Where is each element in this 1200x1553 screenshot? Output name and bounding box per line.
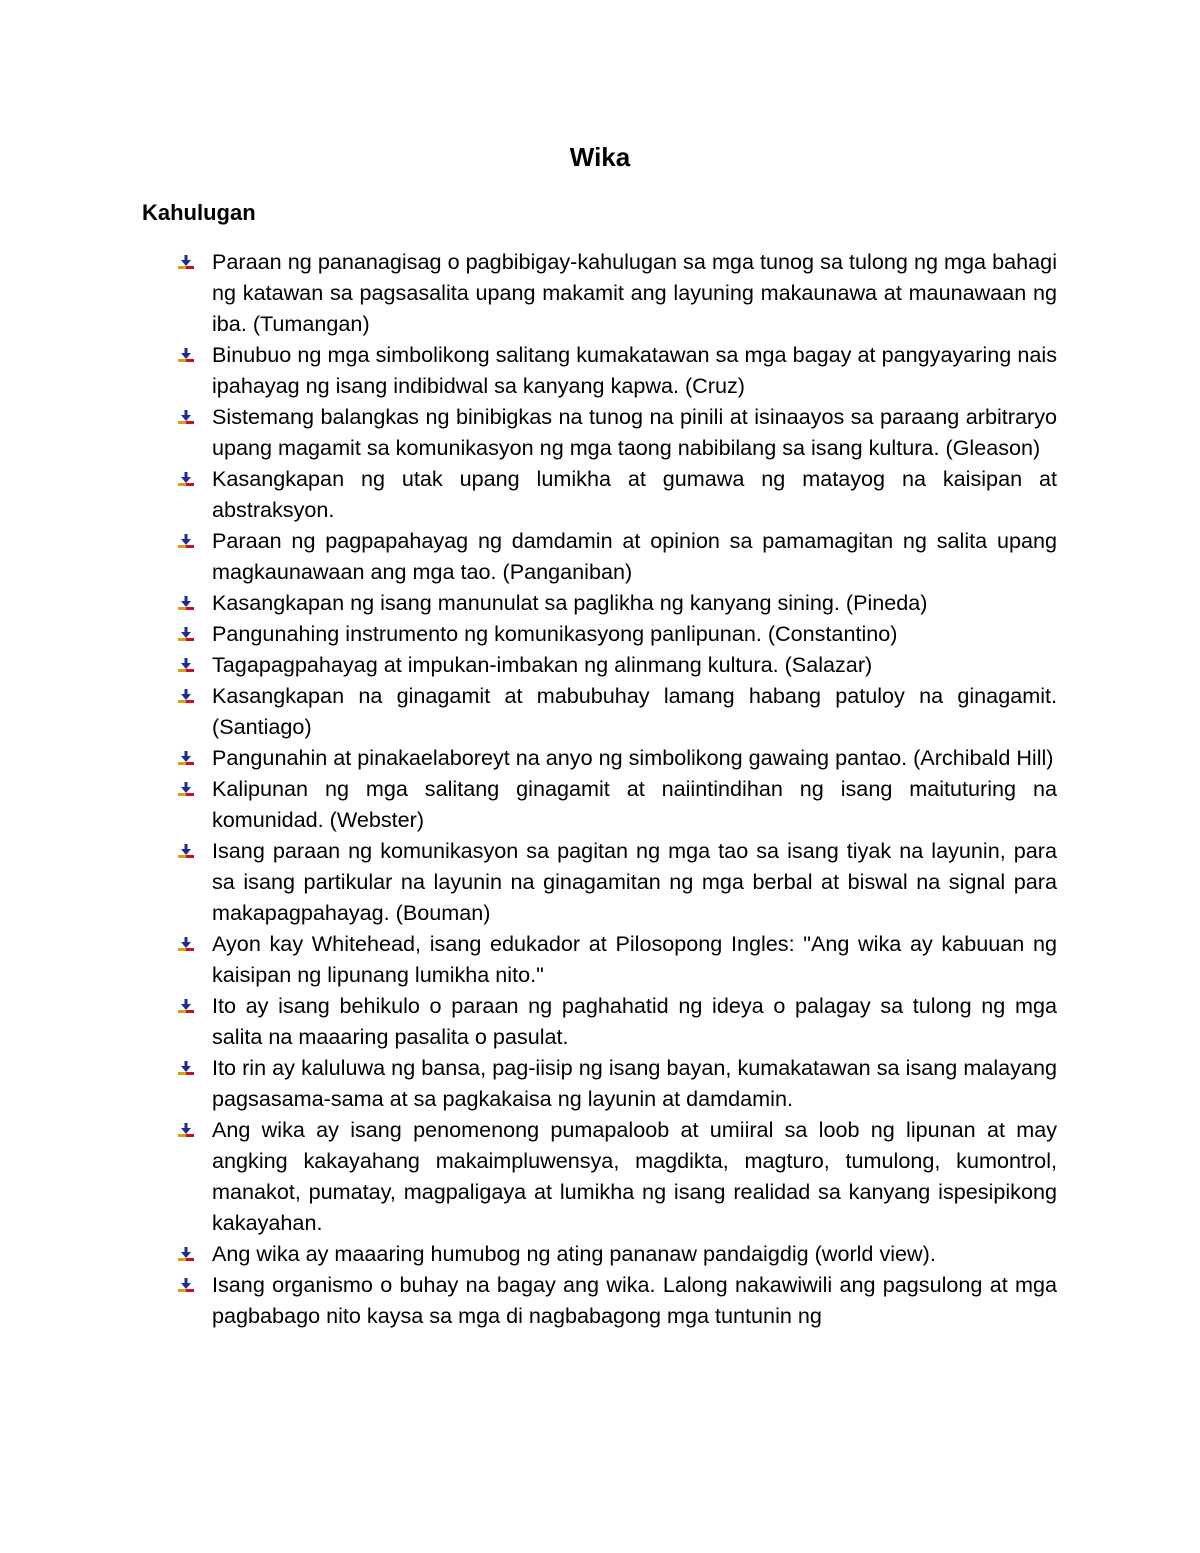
list-item (0, 773, 1057, 835)
list-item-text: Tagapagpahayag at impukan-imbakan ng alinmang kultura. (Salazar) (212, 652, 873, 677)
arrow-down-bullet-icon (178, 689, 194, 703)
list-item-text: Sistemang balangkas ng binibigkas na tunog na pinili at isinaayos sa paraang arbitraryo upang magamit sa komunikasyon ng mga taong nabibilang sa isang kultura. (Gleason) (212, 404, 1057, 460)
arrow-down-bullet-icon (178, 844, 194, 858)
list-item-text: Ang wika ay maaaring humubog ng ating pananaw pandaigdig (world view). (212, 1241, 936, 1266)
list-item (0, 835, 1057, 928)
list-item-text: Paraan ng pagpapahayag ng damdamin at opinion sa pamamagitan ng salita upang magkaunawaan ang mga tao. (Panganiban) (212, 528, 1057, 584)
arrow-down-bullet-icon (178, 627, 194, 641)
list-item-text: Ayon kay Whitehead, isang edukador at Pilosopong Ingles: "Ang wika ay kabuuan ng kaisipan ng lipunang lumikha nito." (212, 931, 1057, 987)
list-item (0, 990, 1057, 1052)
list-item (0, 649, 1057, 680)
list-item-text: Ang wika ay isang penomenong pumapaloob at umiiral sa loob ng lipunan at may angking kakayahang makaimpluwensya, magdikta, magturo, tumulong, kumontrol, manakot, pumatay, magpaligaya at lumikha ng isang realidad sa kanyang ispesipikong kakayahan. (212, 1117, 1057, 1235)
section-heading: Kahulugan (142, 200, 256, 225)
arrow-down-bullet-icon (178, 348, 194, 362)
list-item-text: Binubuo ng mga simbolikong salitang kumakatawan sa mga bagay at pangyayaring nais ipahayag ng isang indibidwal sa kanyang kapwa. (Cruz) (212, 342, 1057, 398)
list-item-text: Pangunahing instrumento ng komunikasyong panlipunan. (Constantino) (212, 621, 898, 646)
list-item-text: Paraan ng pananagisag o pagbibigay-kahulugan sa mga tunog sa tulong ng mga bahagi ng katawan sa pagsasalita upang makamit ang layuning makaunawa at maunawaan ng iba. (Tumangan) (212, 249, 1057, 336)
list-item-text: Kasangkapan ng isang manunulat sa paglikha ng kanyang sining. (Pineda) (212, 590, 928, 615)
list-item (0, 1269, 1057, 1331)
list-item (0, 1052, 1057, 1114)
arrow-down-bullet-icon (178, 937, 194, 951)
list-item (0, 928, 1057, 990)
arrow-down-bullet-icon (178, 534, 194, 548)
list-item-text: Pangunahin at pinakaelaboreyt na anyo ng simbolikong gawaing pantao. (Archibald Hill) (212, 745, 1054, 770)
list-item (0, 680, 1057, 742)
list-item-text: Ito rin ay kaluluwa ng bansa, pag-iisip ng isang bayan, kumakatawan sa isang malayang pagsasama-sama at sa pagkakaisa ng layunin at damdamin. (212, 1055, 1057, 1111)
arrow-down-bullet-icon (178, 1247, 194, 1261)
list-item (0, 742, 1057, 773)
document-title: Wika (569, 142, 631, 172)
list-item-text: Kasangkapan ng utak upang lumikha at gumawa ng matayog na kaisipan at abstraksyon. (212, 466, 1057, 522)
list-item (0, 618, 1057, 649)
list-item (0, 401, 1057, 463)
arrow-down-bullet-icon (178, 596, 194, 610)
list-item (0, 463, 1057, 525)
list-item-text: Kasangkapan na ginagamit at mabubuhay lamang habang patuloy na ginagamit. (Santiago) (212, 683, 1057, 739)
arrow-down-bullet-icon (178, 255, 194, 269)
list-item-text: Isang organismo o buhay na bagay ang wika. Lalong nakawiwili ang pagsulong at mga pagbabago nito kaysa sa mga di nagbabagong mga tuntunin ng (212, 1272, 1057, 1328)
list-item-text: Ito ay isang behikulo o paraan ng paghahatid ng ideya o palagay sa tulong ng mga salita na maaaring pasalita o pasulat. (212, 993, 1057, 1049)
list-item-text: Kalipunan ng mga salitang ginagamit at naiintindihan ng isang maituturing na komunidad. (Webster) (212, 776, 1057, 832)
arrow-down-bullet-icon (178, 1123, 194, 1137)
list-item (0, 339, 1057, 401)
list-item (0, 246, 1057, 339)
list-item-text: Isang paraan ng komunikasyon sa pagitan ng mga tao sa isang tiyak na layunin, para sa isang partikular na layunin na ginagamitan ng mga berbal at biswal na signal para makapagpahayag. (Bouman) (212, 838, 1057, 925)
arrow-down-bullet-icon (178, 1061, 194, 1075)
arrow-down-bullet-icon (178, 472, 194, 486)
list-item (0, 587, 1057, 618)
arrow-down-bullet-icon (178, 1278, 194, 1292)
arrow-down-bullet-icon (178, 782, 194, 796)
list-item (0, 1238, 1057, 1269)
list-item (0, 1114, 1057, 1238)
list-item (0, 525, 1057, 587)
arrow-down-bullet-icon (178, 658, 194, 672)
arrow-down-bullet-icon (178, 751, 194, 765)
definition-list (0, 246, 1200, 1331)
arrow-down-bullet-icon (178, 999, 194, 1013)
arrow-down-bullet-icon (178, 410, 194, 424)
